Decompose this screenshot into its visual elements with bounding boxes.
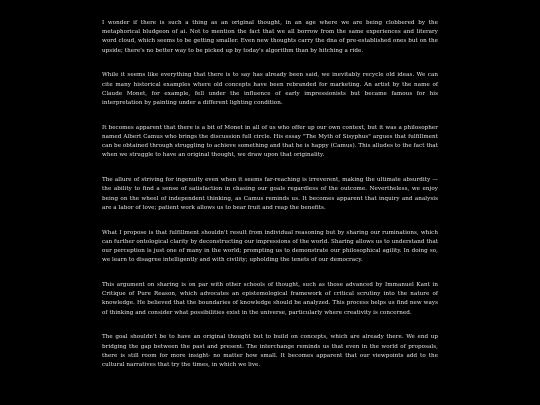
paragraph-4: The allure of striving for ingenuity even when it seems far-reaching is irreverent, making the ultimate absurdity —the ability to find a sense of satisfaction in chasing our goals regardless of the outcome. Nevertheless, we enjoy being on the wheel of independent thinking, as Camus reminds us. It becomes apparent that inquiry and analysis are a labor of love; patient work allows us to bear fruit and reap the benefits. [102,177,438,211]
paragraph-7: The goal shouldn't be to have an original thought but to build on concepts, which are already there. We end up bridging the gap between the past and present. The interchange reminds us that even in the world of proposals, there is still room for more insight- no matter how small. It becomes apparent that our viewpoints add to the cultural narratives that try the times, in which we live. [102,334,438,369]
paragraph-1: I wonder if there is such a thing as an original thought, in an age where we are being clobbered by the metaphorical bludgeon of ai. Not to mention the fact that we all borrow from the same experiences and literary word cloud, which seems to be getting smaller. Even new thoughts carry the dna of pre-established ones but on the upside; there's no better way to be picked up by today's algorithm than by hitching a ride. [102,20,438,54]
paragraph-3: It becomes apparent that there is a bit of Monet in all of us who offer up our own context, but it was a philosopher named Albert Camus who brings the discussion full circle. His essay "The Myth of Sisyphus" argues that fulfillment can be obtained through struggling to achieve something and that he is happy (Camus). This alludes to the fact that when we struggle to have an original thought, we draw upon that originality. [102,124,438,159]
paragraph-5: What I propose is that fulfillment shouldn't result from individual reasoning but by sharing our ruminations, which can further ontological clarity by deconstructing our impressions of the world. Sharing allows us to understand that our perception is just one of many in the world; prompting us to demonstrate our philosophical agility. In doing so, we learn to disagree intelligently and with civility; upholding the tenets of our democracy. [102,229,439,264]
article-body [102,19,438,370]
paragraph-2: While it seems like everything that there is to say has already been said, we inevitably recycle old ideas. We can cite many historical examples where old concepts have been rebranded for marketing. An artist by the name of Claude Monet, for example, fell under the influence of early impressionists but became famous for his interpretation by painting under a different lighting condition. [102,72,438,107]
paragraph-6: This argument on sharing is on par with other schools of thought, such as those advanced by Immanuel Kant in Critique of Pure Reason, which advocates an epistemological framework of critical scrutiny into the nature of knowledge. He believed that the boundaries of knowledge should be analyzed. This process helps us find new ways of thinking and consider what possibilities exist in the universe, particularly where creativity is concerned. [102,282,438,316]
